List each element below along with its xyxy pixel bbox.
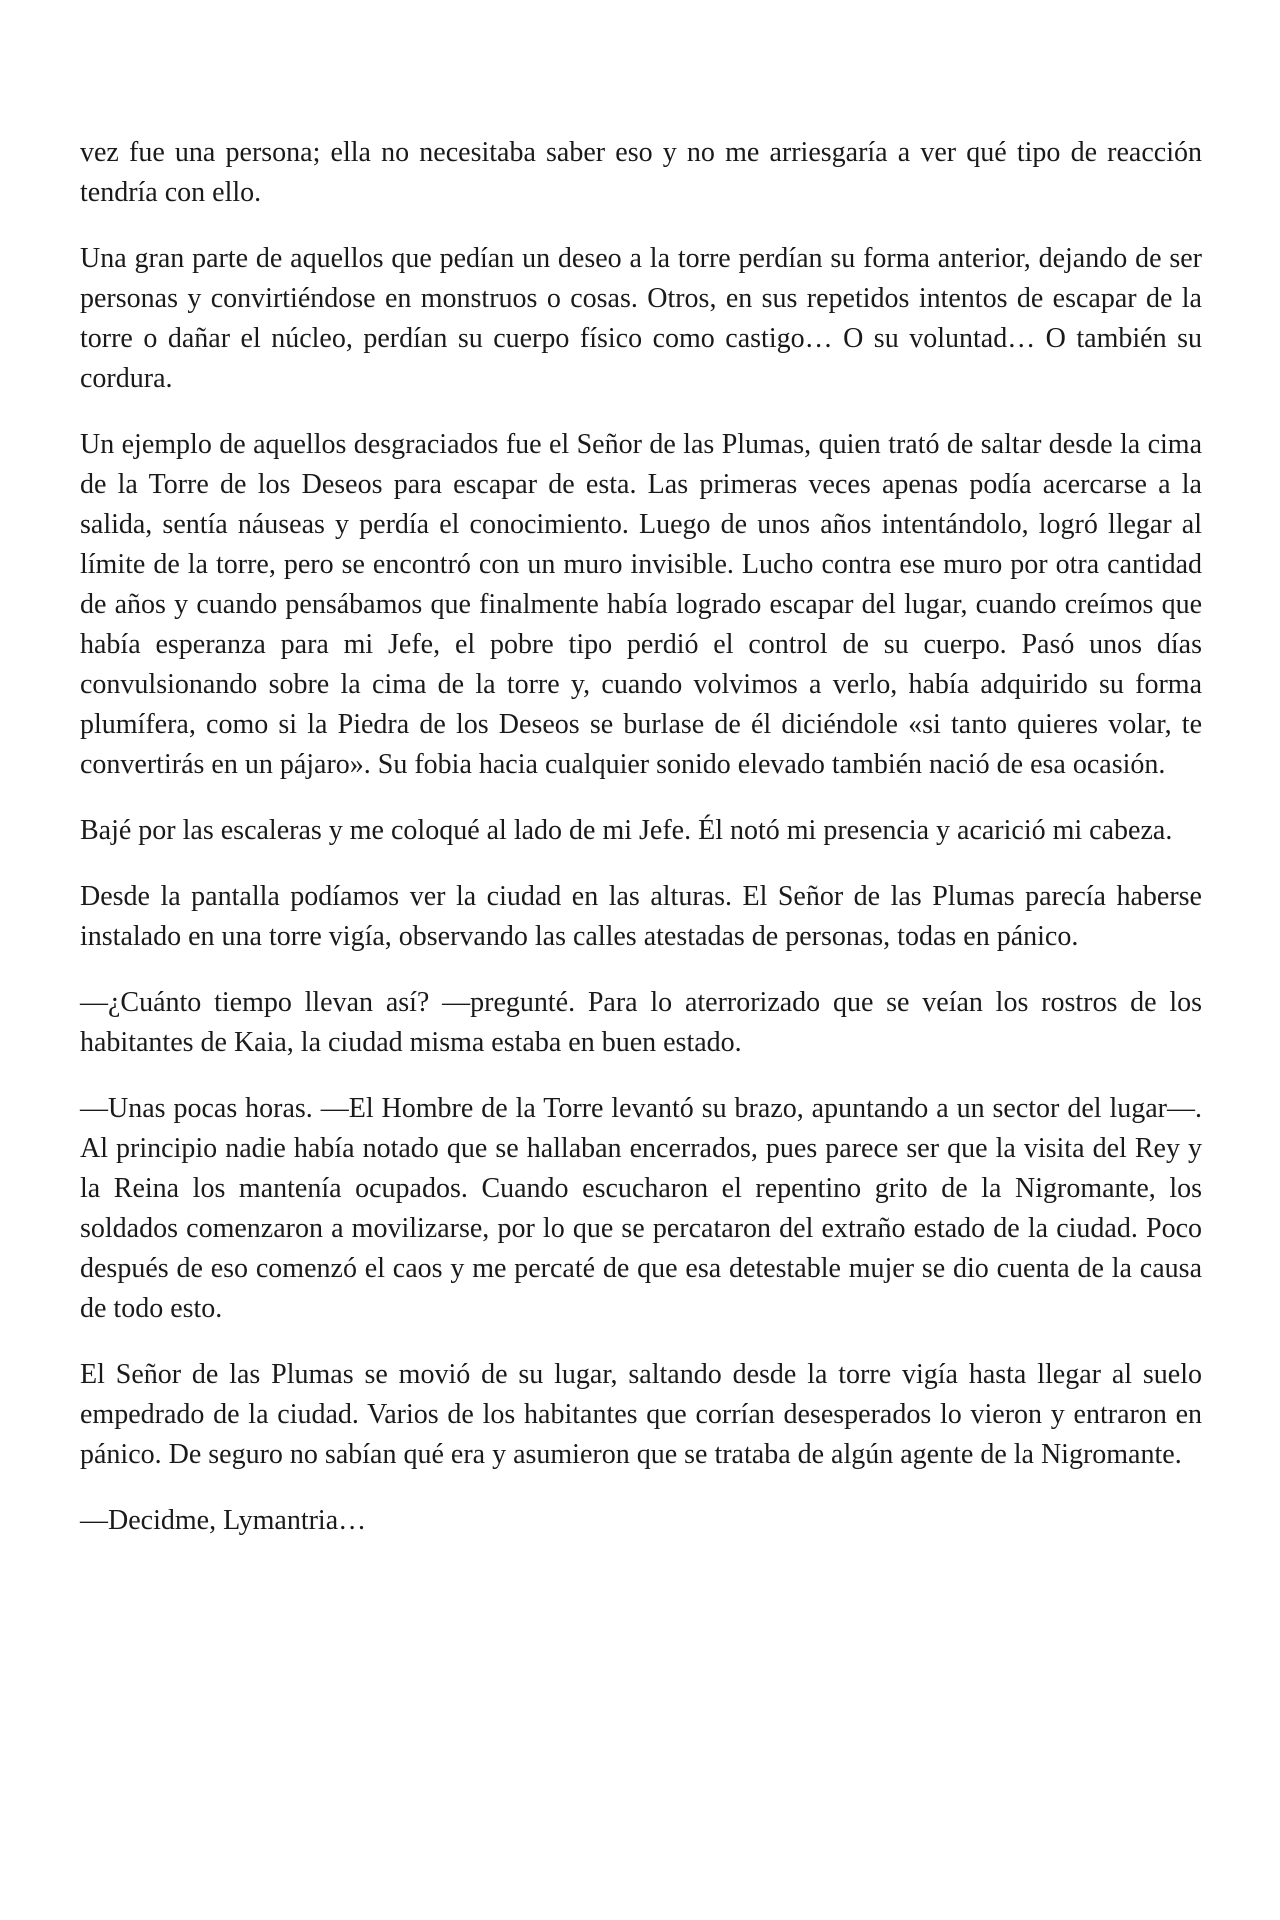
paragraph-8: El Señor de las Plumas se movió de su lugar, saltando desde la torre vigía hasta llegar al suelo empedrado de la ciudad. Varios de los habitantes que corrían desesperados lo vieron y entraron en pánico. De seguro no sabían qué era y asumieron que se trataba de algún agente de la Nigromante. [80, 1359, 1202, 1470]
paragraph-9: —Decidme, Lymantria… [80, 1505, 367, 1536]
paragraph-3: Un ejemplo de aquellos desgraciados fue el Señor de las Plumas, quien trató de saltar desde la cima de la Torre de los Deseos para escapar de esta. Las primeras veces apenas podía acercarse a la salida, sentía náuseas y perdía el conocimiento. Luego de unos años intentándolo, logró llegar al límite de la torre, pero se encontró con un muro invisible. Lucho contra ese muro por otra cantidad de años y cuando pensábamos que finalmente había logrado escapar del lugar, cuando creímos que había esperanza para mi Jefe, el pobre tipo perdió el control de su cuerpo. Pasó unos días convulsionando sobre la cima de la torre y, cuando volvimos a verlo, había adquirido su forma plumífera, como si la Piedra de los Deseos se burlase de él diciéndole «si tanto quieres volar, te convertirás en un pájaro». Su fobia hacia cualquier sonido elevado también nació de esa ocasión. [80, 429, 1202, 780]
paragraph-1: vez fue una persona; ella no necesitaba saber eso y no me arriesgaría a ver qué tipo de reacción tendría con ello. [80, 137, 1202, 208]
document-page [80, 133, 1202, 1567]
paragraph-2: Una gran parte de aquellos que pedían un deseo a la torre perdían su forma anterior, dejando de ser personas y convirtiéndose en monstruos o cosas. Otros, en sus repetidos intentos de escapar de la torre o dañar el núcleo, perdían su cuerpo físico como castigo… O su voluntad… O también su cordura. [80, 243, 1202, 394]
paragraph-5: Desde la pantalla podíamos ver la ciudad en las alturas. El Señor de las Plumas parecía haberse instalado en una torre vigía, observando las calles atestadas de personas, todas en pánico. [80, 881, 1202, 952]
paragraph-7: —Unas pocas horas. —El Hombre de la Torre levantó su brazo, apuntando a un sector del lugar—. Al principio nadie había notado que se hallaban encerrados, pues parece ser que la visita del Rey y la Reina los mantenía ocupados. Cuando escucharon el repentino grito de la Nigromante, los soldados comenzaron a movilizarse, por lo que se percataron del extraño estado de la ciudad. Poco después de eso comenzó el caos y me percaté de que esa detestable mujer se dio cuenta de la causa de todo esto. [80, 1093, 1202, 1324]
paragraph-6: —¿Cuánto tiempo llevan así? —pregunté. Para lo aterrorizado que se veían los rostros de los habitantes de Kaia, la ciudad misma estaba en buen estado. [80, 987, 1202, 1058]
paragraph-4: Bajé por las escaleras y me coloqué al lado de mi Jefe. Él notó mi presencia y acarició mi cabeza. [80, 815, 1173, 846]
